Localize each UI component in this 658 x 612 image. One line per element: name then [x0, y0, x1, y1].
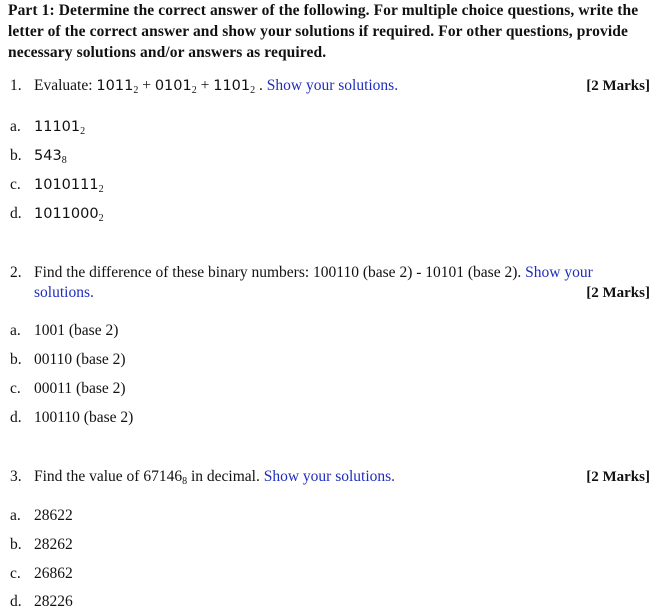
option-letter: d.	[10, 593, 22, 610]
binary-term: 0101	[154, 78, 192, 94]
option-letter: b.	[10, 351, 22, 368]
option-b	[10, 350, 126, 370]
option-value: 28622	[34, 507, 73, 524]
option-value: 543	[34, 148, 62, 164]
option-c	[10, 379, 126, 399]
base-subscript: 2	[98, 213, 104, 224]
option-c	[10, 564, 73, 584]
question-text: Evaluate:	[34, 77, 97, 94]
option-c	[10, 175, 104, 195]
option-letter: c.	[10, 176, 21, 193]
question-2	[10, 263, 593, 283]
show-solutions-instruction: Show your solutions.	[266, 77, 399, 94]
option-letter: a.	[10, 322, 21, 339]
show-solutions-instruction: Show your	[525, 264, 593, 281]
base-subscript: 8	[61, 155, 67, 166]
question-number: 1.	[10, 77, 22, 94]
option-letter: c.	[10, 380, 21, 397]
question-text: in decimal.	[187, 468, 264, 485]
base-subscript: 8	[182, 476, 188, 487]
option-d	[10, 204, 104, 224]
option-letter: a.	[10, 507, 21, 524]
question-number: 3.	[10, 468, 22, 485]
option-d	[10, 592, 73, 612]
option-value: 100110 (base 2)	[34, 409, 134, 426]
show-solutions-instruction: solutions.	[34, 284, 94, 301]
option-b	[10, 146, 67, 166]
operator: +	[138, 77, 155, 94]
marks-label: [2 Marks]	[586, 78, 650, 94]
question-3	[10, 467, 395, 487]
base-subscript: 2	[80, 126, 86, 137]
marks-label: [2 Marks]	[586, 469, 650, 485]
base-subscript: 2	[98, 184, 104, 195]
option-value: 00110 (base 2)	[34, 351, 126, 368]
option-letter: a.	[10, 118, 21, 135]
option-a	[10, 506, 73, 526]
octal-value: 67146	[143, 468, 183, 485]
option-letter: d.	[10, 205, 22, 222]
option-value: 1010111	[34, 177, 99, 193]
option-value: 11101	[34, 119, 81, 135]
question-text: Find the value of	[34, 468, 144, 485]
question-text: .	[255, 77, 267, 94]
option-letter: b.	[10, 536, 22, 553]
option-value: 1011000	[34, 206, 99, 222]
option-a	[10, 117, 85, 137]
option-a	[10, 321, 118, 341]
base-subscript: 2	[191, 85, 197, 96]
option-letter: d.	[10, 409, 22, 426]
option-value: 28226	[34, 593, 73, 610]
question-number: 2.	[10, 264, 22, 281]
base-subscript: 2	[133, 85, 139, 96]
question-text: Find the difference of these binary numbers: 100110 (base 2) - 10101 (base 2).	[34, 264, 526, 281]
binary-term: 1011	[96, 78, 134, 94]
question-1	[10, 76, 398, 96]
option-value: 26862	[34, 565, 73, 582]
binary-term: 1101	[213, 78, 251, 94]
operator: +	[196, 77, 214, 94]
part-heading: Part 1: Determine the correct answer of the following. For multiple choice questions, write the letter of the correct answer and show your solutions if required. For other questions, provide necessary solutions and/or answers as required.	[8, 2, 639, 61]
base-subscript: 2	[250, 85, 256, 96]
option-value: 28262	[34, 536, 73, 553]
option-value: 1001 (base 2)	[34, 322, 119, 339]
option-d	[10, 408, 133, 428]
option-b	[10, 535, 73, 555]
option-letter: b.	[10, 147, 22, 164]
question-2-continuation	[34, 283, 94, 303]
show-solutions-instruction: Show your solutions.	[263, 468, 396, 485]
marks-label: [2 Marks]	[586, 285, 650, 301]
option-value: 00011 (base 2)	[34, 380, 126, 397]
option-letter: c.	[10, 565, 21, 582]
